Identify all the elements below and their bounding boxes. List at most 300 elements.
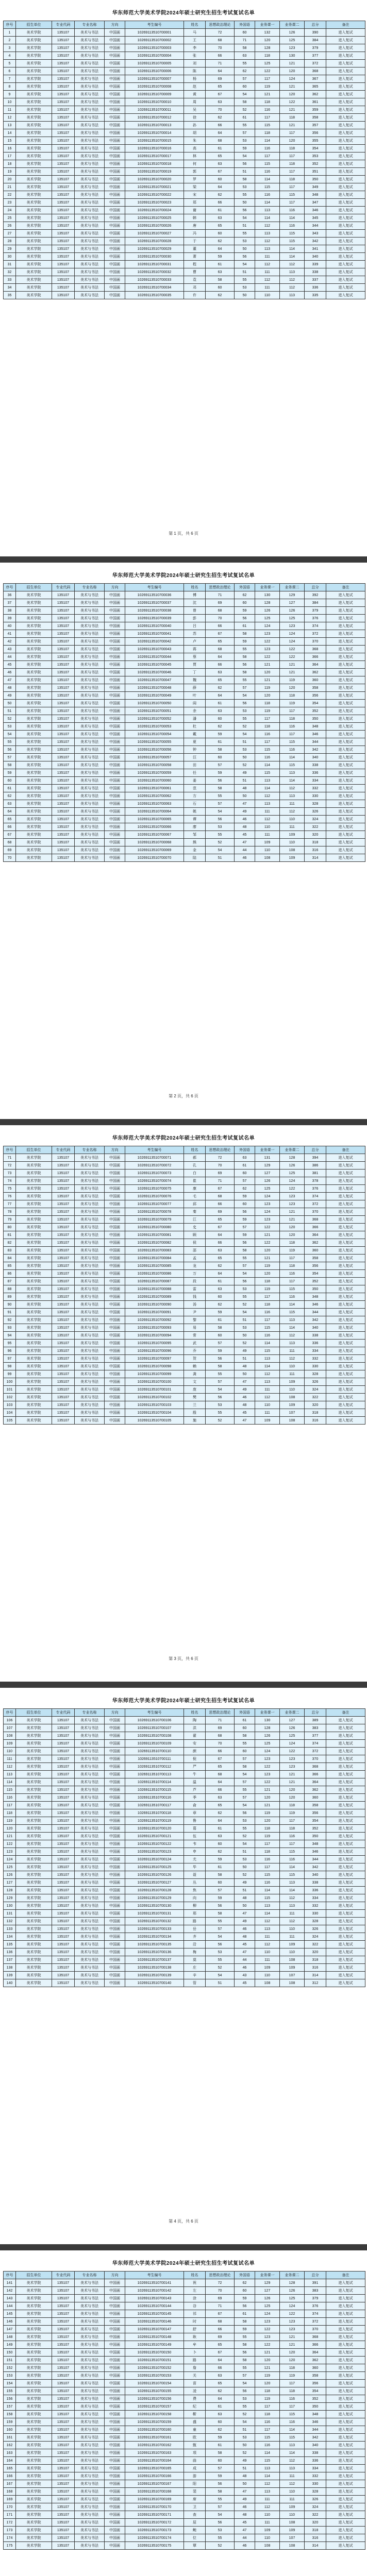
subject2-score-cell: 125 (280, 1170, 305, 1177)
politics-score-cell: 67 (206, 1224, 235, 1231)
total-score-cell: 338 (305, 1332, 326, 1340)
direction-cell: 中国画 (105, 1332, 125, 1340)
total-score-cell: 372 (305, 60, 326, 67)
remark-cell: 进入复试 (326, 183, 365, 191)
total-score-cell: 357 (305, 122, 326, 129)
total-score-cell: 337 (305, 276, 326, 284)
total-score-cell: 376 (305, 615, 326, 622)
politics-score-cell: 69 (206, 1724, 235, 1732)
language-score-cell: 57 (235, 129, 255, 137)
row-number: 111 (4, 1755, 16, 1763)
subject2-score-cell: 115 (280, 1871, 305, 1879)
subject2-score-cell: 120 (280, 684, 305, 692)
language-score-cell: 50 (235, 1370, 255, 1378)
major-name-cell: 美术与书法 (75, 1185, 105, 1193)
politics-score-cell: 64 (206, 2357, 235, 2364)
remark-cell: 进入复试 (326, 1925, 365, 1933)
college-cell: 美术学院 (16, 676, 52, 684)
remark-cell: 进入复试 (326, 222, 365, 230)
subject1-score-cell: 119 (255, 684, 280, 692)
row-number: 51 (4, 707, 16, 715)
major-code-cell: 135107 (52, 1255, 75, 1262)
candidate-id-cell: 10269113510700066 (125, 823, 184, 831)
college-cell: 美术学院 (16, 2333, 52, 2341)
total-score-cell: 328 (305, 1918, 326, 1925)
row-number: 21 (4, 183, 16, 191)
subject2-score-cell: 124 (280, 638, 305, 646)
total-score-cell: 338 (305, 761, 326, 769)
total-score-cell: 318 (305, 2527, 326, 2534)
row-number: 6 (4, 67, 16, 75)
remark-cell: 进入复试 (326, 669, 365, 676)
politics-score-cell: 51 (206, 1979, 235, 1987)
row-number: 152 (4, 2364, 16, 2372)
language-score-cell: 61 (235, 1162, 255, 1170)
college-cell: 美术学院 (16, 1802, 52, 1809)
remark-cell: 进入复试 (326, 839, 365, 846)
subject1-score-cell: 119 (255, 83, 280, 91)
table-row (4, 1386, 365, 1394)
candidate-id-cell: 10269113510700174 (125, 2534, 184, 2542)
table-row (4, 214, 365, 222)
subject2-score-cell: 108 (280, 2542, 305, 2550)
remark-cell: 进入复试 (326, 145, 365, 152)
major-code-cell: 135107 (52, 2403, 75, 2411)
remark-cell: 进入复试 (326, 1363, 365, 1370)
remark-cell: 进入复试 (326, 1293, 365, 1301)
major-code-cell: 135107 (52, 106, 75, 114)
college-cell: 美术学院 (16, 2302, 52, 2310)
direction-cell: 中国画 (105, 800, 125, 808)
remark-cell: 进入复试 (326, 761, 365, 769)
candidate-id-cell: 10269113510700049 (125, 692, 184, 700)
major-name-cell: 美术与书法 (75, 2527, 105, 2534)
college-cell: 美术学院 (16, 638, 52, 646)
row-number: 168 (4, 2488, 16, 2496)
major-name-cell: 美术与书法 (75, 723, 105, 731)
direction-cell: 中国画 (105, 2488, 125, 2496)
candidate-id-cell: 10269113510700075 (125, 1185, 184, 1193)
direction-cell: 中国画 (105, 1216, 125, 1224)
major-code-cell: 135107 (52, 684, 75, 692)
table-row (4, 1332, 365, 1340)
subject1-score-cell: 123 (255, 1216, 280, 1224)
total-score-cell: 391 (305, 2279, 326, 2287)
college-cell: 美术学院 (16, 761, 52, 769)
table-row (4, 1378, 365, 1386)
subject2-score-cell: 110 (280, 2488, 305, 2496)
table-row (4, 2480, 365, 2488)
subject1-score-cell: 110 (255, 2511, 280, 2519)
column-header: 业务课一 (255, 1146, 280, 1154)
remark-cell: 进入复试 (326, 707, 365, 715)
remark-cell: 进入复试 (326, 67, 365, 75)
language-score-cell: 53 (235, 1817, 255, 1825)
total-score-cell: 336 (305, 1887, 326, 1894)
subject2-score-cell: 112 (280, 276, 305, 284)
column-header: 备注 (326, 1709, 365, 1717)
candidate-id-cell: 10269113510700119 (125, 1817, 184, 1825)
politics-score-cell: 62 (206, 2387, 235, 2395)
total-score-cell: 364 (305, 661, 326, 669)
subject2-score-cell: 123 (280, 2326, 305, 2333)
total-score-cell: 355 (305, 137, 326, 145)
subject1-score-cell: 112 (255, 222, 280, 230)
major-code-cell: 135107 (52, 268, 75, 276)
remark-cell: 进入复试 (326, 122, 365, 129)
table-row (4, 29, 365, 37)
major-name-cell: 美术与书法 (75, 1802, 105, 1809)
direction-cell: 中国画 (105, 1956, 125, 1964)
language-score-cell: 63 (235, 52, 255, 60)
total-score-cell: 379 (305, 607, 326, 615)
column-header: 总分 (305, 1709, 326, 1717)
name-cell: 卜 (184, 2349, 206, 2357)
total-score-cell: 368 (305, 67, 326, 75)
name-cell: 贾 (184, 661, 206, 669)
total-score-cell: 374 (305, 1740, 326, 1748)
subject2-score-cell: 113 (280, 2465, 305, 2472)
subject1-score-cell: 123 (255, 1755, 280, 1763)
name-cell: 姜 (184, 777, 206, 785)
politics-score-cell: 63 (206, 2372, 235, 2380)
language-score-cell: 47 (235, 2488, 255, 2496)
major-code-cell: 135107 (52, 1247, 75, 1255)
direction-cell: 中国画 (105, 615, 125, 622)
candidate-id-cell: 10269113510700045 (125, 661, 184, 669)
column-header: 业务课二 (280, 1146, 305, 1154)
total-score-cell: 350 (305, 1833, 326, 1840)
language-score-cell: 45 (235, 831, 255, 839)
remark-cell: 进入复试 (326, 1316, 365, 1324)
total-score-cell: 347 (305, 199, 326, 207)
language-score-cell: 44 (235, 846, 255, 854)
major-name-cell: 美术与书法 (75, 1902, 105, 1910)
politics-score-cell: 71 (206, 60, 235, 67)
major-name-cell: 美术与书法 (75, 731, 105, 738)
subject1-score-cell: 115 (255, 1894, 280, 1902)
major-name-cell: 美术与书法 (75, 60, 105, 67)
name-cell: 凌 (184, 2387, 206, 2395)
major-code-cell: 135107 (52, 1941, 75, 1948)
candidate-id-cell: 10269113510700061 (125, 785, 184, 792)
major-code-cell: 135107 (52, 199, 75, 207)
page-footer: 第 4 页，共 6 页 (169, 2219, 198, 2224)
politics-score-cell: 65 (206, 152, 235, 160)
college-cell: 美术学院 (16, 831, 52, 839)
total-score-cell: 338 (305, 268, 326, 276)
name-cell: 魏 (184, 676, 206, 684)
name-cell: 苏 (184, 630, 206, 638)
major-code-cell: 135107 (52, 1347, 75, 1355)
major-code-cell: 135107 (52, 1262, 75, 1270)
remark-cell: 进入复试 (326, 646, 365, 653)
subject2-score-cell: 113 (280, 268, 305, 276)
language-score-cell: 54 (235, 1840, 255, 1848)
direction-cell: 中国画 (105, 1378, 125, 1386)
total-score-cell: 381 (305, 1170, 326, 1177)
major-name-cell: 美术与书法 (75, 183, 105, 191)
subject1-score-cell: 123 (255, 646, 280, 653)
subject2-score-cell: 113 (280, 792, 305, 800)
politics-score-cell: 63 (206, 268, 235, 276)
remark-cell: 进入复试 (326, 1972, 365, 1979)
politics-score-cell: 59 (206, 1347, 235, 1355)
candidate-id-cell: 10269113510700007 (125, 75, 184, 83)
direction-cell: 中国画 (105, 1933, 125, 1941)
name-cell: 申 (184, 1848, 206, 1856)
subject1-score-cell: 115 (255, 1324, 280, 1332)
total-score-cell: 326 (305, 1378, 326, 1386)
politics-score-cell: 63 (206, 1247, 235, 1255)
subject1-score-cell: 111 (255, 1409, 280, 1417)
remark-cell: 进入复试 (326, 230, 365, 238)
table-row (4, 1972, 365, 1979)
subject2-score-cell: 107 (280, 1972, 305, 1979)
direction-cell: 中国画 (105, 2519, 125, 2527)
candidate-id-cell: 10269113510700078 (125, 1208, 184, 1216)
subject1-score-cell: 112 (255, 1941, 280, 1948)
remark-cell: 进入复试 (326, 1340, 365, 1347)
row-number: 34 (4, 284, 16, 292)
candidate-id-cell: 10269113510700074 (125, 1177, 184, 1185)
major-code-cell: 135107 (52, 91, 75, 98)
remark-cell: 进入复试 (326, 1247, 365, 1255)
row-number: 1 (4, 29, 16, 37)
table-row (4, 114, 365, 122)
language-score-cell: 58 (235, 98, 255, 106)
language-score-cell: 54 (235, 731, 255, 738)
total-score-cell: 376 (305, 2302, 326, 2310)
direction-cell: 中国画 (105, 137, 125, 145)
total-score-cell: 376 (305, 1185, 326, 1193)
total-score-cell: 378 (305, 1177, 326, 1185)
page-title: 华东师范大学美术学院2024年硕士研究生招生考试复试名单 (112, 1136, 255, 1141)
name-cell: 邢 (184, 1910, 206, 1918)
college-cell: 美术学院 (16, 2488, 52, 2496)
language-score-cell: 47 (235, 1910, 255, 1918)
total-score-cell: 370 (305, 638, 326, 646)
language-score-cell: 49 (235, 1386, 255, 1394)
direction-cell: 中国画 (105, 808, 125, 816)
total-score-cell: 320 (305, 1401, 326, 1409)
total-score-cell: 332 (305, 1355, 326, 1363)
major-code-cell: 135107 (52, 1794, 75, 1802)
direction-cell: 中国画 (105, 2434, 125, 2442)
major-name-cell: 美术与书法 (75, 1316, 105, 1324)
name-cell: 董 (184, 245, 206, 253)
major-name-cell: 美术与书法 (75, 83, 105, 91)
politics-score-cell: 71 (206, 1717, 235, 1724)
subject1-score-cell: 122 (255, 638, 280, 646)
row-number: 94 (4, 1332, 16, 1340)
name-cell: 莫 (184, 1956, 206, 1964)
remark-cell: 进入复试 (326, 738, 365, 746)
name-cell: 焦 (184, 1887, 206, 1894)
row-number: 14 (4, 129, 16, 137)
language-score-cell: 54 (235, 261, 255, 268)
name-cell: 孙 (184, 122, 206, 129)
direction-cell: 中国画 (105, 122, 125, 129)
total-score-cell: 383 (305, 2287, 326, 2295)
candidate-id-cell: 10269113510700057 (125, 754, 184, 761)
subject2-score-cell: 113 (280, 1902, 305, 1910)
total-score-cell: 332 (305, 2472, 326, 2480)
total-score-cell: 362 (305, 669, 326, 676)
remark-cell: 进入复试 (326, 1948, 365, 1956)
major-name-cell: 美术与书法 (75, 1262, 105, 1270)
column-header: 专业名称 (75, 21, 105, 29)
name-cell: 卫 (184, 2503, 206, 2511)
remark-cell: 进入复试 (326, 831, 365, 839)
major-code-cell: 135107 (52, 52, 75, 60)
language-score-cell: 44 (235, 2534, 255, 2542)
candidate-id-cell: 10269113510700151 (125, 2357, 184, 2364)
major-code-cell: 135107 (52, 1340, 75, 1347)
politics-score-cell: 63 (206, 669, 235, 676)
table-row (4, 1231, 365, 1239)
major-code-cell: 135107 (52, 669, 75, 676)
major-name-cell: 美术与书法 (75, 1972, 105, 1979)
remark-cell: 进入复试 (326, 2496, 365, 2503)
college-cell: 美术学院 (16, 145, 52, 152)
remark-cell: 进入复试 (326, 176, 365, 183)
candidate-id-cell: 10269113510700077 (125, 1200, 184, 1208)
politics-score-cell: 55 (206, 1370, 235, 1378)
name-cell: 曹 (184, 268, 206, 276)
college-cell: 美术学院 (16, 160, 52, 168)
major-code-cell: 135107 (52, 769, 75, 777)
row-number: 156 (4, 2395, 16, 2403)
total-score-cell: 328 (305, 2488, 326, 2496)
row-number: 89 (4, 1293, 16, 1301)
subject2-score-cell: 116 (280, 2395, 305, 2403)
college-cell: 美术学院 (16, 292, 52, 299)
candidate-id-cell: 10269113510700099 (125, 1370, 184, 1378)
row-number: 76 (4, 1193, 16, 1200)
college-cell: 美术学院 (16, 1887, 52, 1894)
language-score-cell: 57 (235, 1262, 255, 1270)
politics-score-cell: 72 (206, 1154, 235, 1162)
language-score-cell: 47 (235, 800, 255, 808)
subject2-score-cell: 115 (280, 738, 305, 746)
total-score-cell: 370 (305, 1208, 326, 1216)
direction-cell: 中国画 (105, 1401, 125, 1409)
politics-score-cell: 57 (206, 1887, 235, 1894)
college-cell: 美术学院 (16, 2403, 52, 2411)
direction-cell: 中国画 (105, 746, 125, 754)
table-row (4, 723, 365, 731)
name-cell: 刘 (184, 60, 206, 67)
college-cell: 美术学院 (16, 83, 52, 91)
table-row (4, 1394, 365, 1401)
major-name-cell: 美术与书法 (75, 1324, 105, 1332)
subject2-score-cell: 120 (280, 1224, 305, 1231)
subject1-score-cell: 117 (255, 715, 280, 723)
major-code-cell: 135107 (52, 176, 75, 183)
language-score-cell: 55 (235, 1255, 255, 1262)
row-number: 113 (4, 1771, 16, 1778)
college-cell: 美术学院 (16, 846, 52, 854)
major-name-cell: 美术与书法 (75, 1894, 105, 1902)
candidate-id-cell: 10269113510700014 (125, 129, 184, 137)
politics-score-cell: 60 (206, 1332, 235, 1340)
politics-score-cell: 62 (206, 292, 235, 299)
direction-cell: 中国画 (105, 2380, 125, 2387)
major-name-cell: 美术与书法 (75, 1833, 105, 1840)
college-cell: 美术学院 (16, 1309, 52, 1316)
subject2-score-cell: 114 (280, 1887, 305, 1894)
major-name-cell: 美术与书法 (75, 2357, 105, 2364)
name-cell: 程 (184, 261, 206, 268)
subject1-score-cell: 128 (255, 1724, 280, 1732)
major-name-cell: 美术与书法 (75, 1948, 105, 1956)
subject1-score-cell: 108 (255, 2542, 280, 2550)
direction-cell: 中国画 (105, 723, 125, 731)
remark-cell: 进入复试 (326, 60, 365, 67)
subject2-score-cell: 114 (280, 1324, 305, 1332)
direction-cell: 中国画 (105, 2542, 125, 2550)
direction-cell: 中国画 (105, 268, 125, 276)
row-number: 66 (4, 823, 16, 831)
direction-cell: 中国画 (105, 1208, 125, 1216)
direction-cell: 中国画 (105, 1270, 125, 1278)
politics-score-cell: 60 (206, 2418, 235, 2426)
remark-cell: 进入复试 (326, 746, 365, 754)
direction-cell: 中国画 (105, 2372, 125, 2380)
politics-score-cell: 65 (206, 2341, 235, 2349)
subject1-score-cell: 122 (255, 67, 280, 75)
total-score-cell: 344 (305, 738, 326, 746)
candidate-id-cell: 10269113510700082 (125, 1239, 184, 1247)
column-header: 备注 (326, 584, 365, 591)
row-number: 97 (4, 1355, 16, 1363)
major-name-cell: 美术与书法 (75, 2411, 105, 2418)
subject1-score-cell: 118 (255, 723, 280, 731)
table-row (4, 253, 365, 261)
politics-score-cell: 67 (206, 2310, 235, 2318)
table-row (4, 1316, 365, 1324)
row-number: 22 (4, 191, 16, 199)
table-row (4, 630, 365, 638)
candidate-id-cell: 10269113510700026 (125, 222, 184, 230)
candidate-id-cell: 10269113510700033 (125, 276, 184, 284)
table-row (4, 1162, 365, 1170)
politics-score-cell: 55 (206, 831, 235, 839)
remark-cell: 进入复试 (326, 1239, 365, 1247)
column-header: 业务课一 (255, 21, 280, 29)
candidate-id-cell: 10269113510700098 (125, 1363, 184, 1370)
major-code-cell: 135107 (52, 2503, 75, 2511)
row-number: 146 (4, 2318, 16, 2326)
name-cell: 文 (184, 1378, 206, 1386)
subject1-score-cell: 127 (255, 1170, 280, 1177)
subject2-score-cell: 117 (280, 731, 305, 738)
table-row (4, 800, 365, 808)
politics-score-cell: 51 (206, 854, 235, 862)
table-row (4, 1278, 365, 1285)
direction-cell: 中国画 (105, 653, 125, 661)
major-code-cell: 135107 (52, 238, 75, 245)
college-cell: 美术学院 (16, 2349, 52, 2357)
table-row (4, 2357, 365, 2364)
subject1-score-cell: 111 (255, 268, 280, 276)
row-number: 135 (4, 1941, 16, 1948)
row-number: 84 (4, 1255, 16, 1262)
candidate-id-cell: 10269113510700167 (125, 2480, 184, 2488)
college-cell: 美术学院 (16, 754, 52, 761)
candidate-id-cell: 10269113510700128 (125, 1887, 184, 1894)
